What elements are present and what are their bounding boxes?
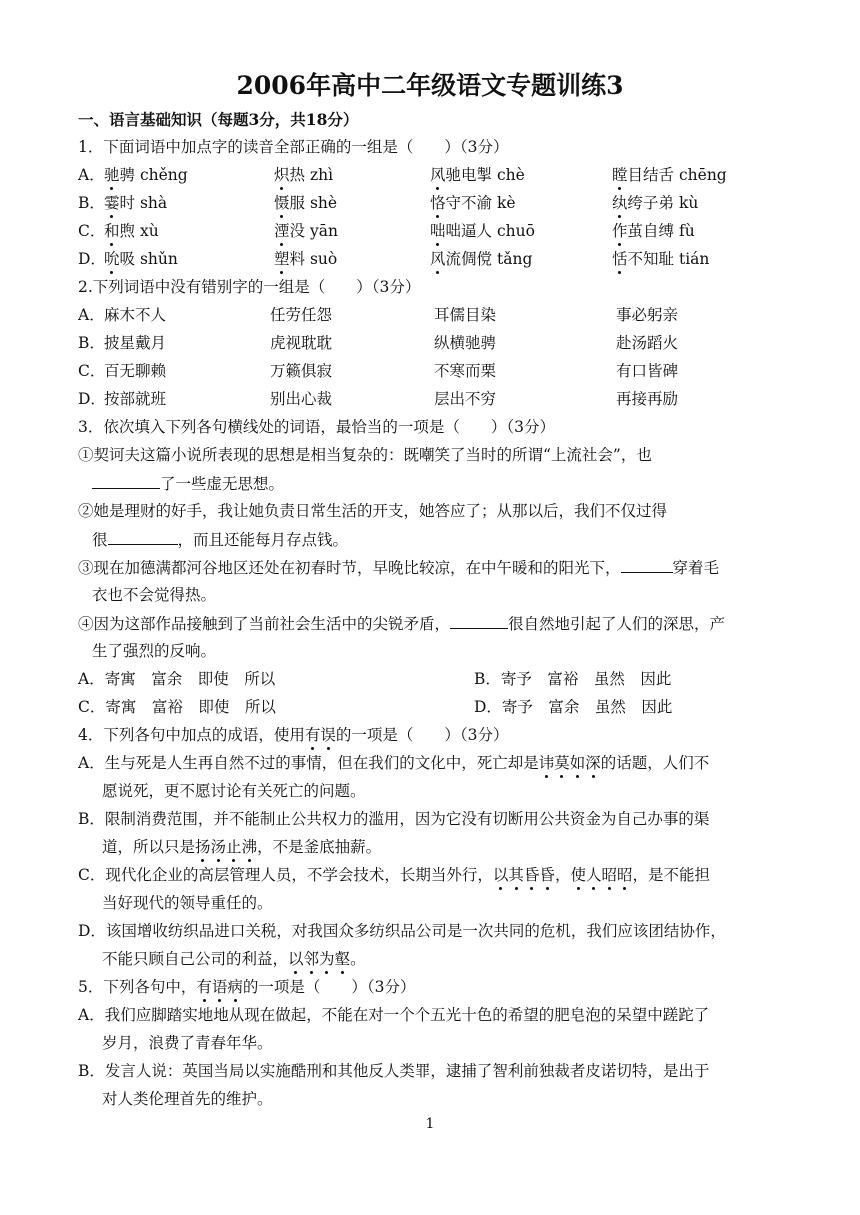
- q4-option-b-cont: 道，所以只是扬汤止沸，不是釜底抽薪。: [102, 838, 382, 856]
- page-number: 1: [425, 1116, 435, 1132]
- q1-word-item: 风驰电掣 chè: [430, 166, 525, 184]
- dotted-idiom: 讳莫如深: [538, 754, 601, 772]
- q3-option-a: A．寄寓 富余 即使 所以: [78, 670, 276, 688]
- q2-word-item: 万籁俱寂: [270, 362, 333, 380]
- q3-sentence-1-cont: 了一些虚无思想。: [92, 472, 284, 495]
- q1-word-item: 慑服 shè: [274, 194, 338, 212]
- q4-option-a-cont: 愿说死，更不愿讨论有关死亡的问题。: [102, 782, 366, 800]
- q1-option-label: C．: [78, 222, 106, 240]
- q5-stem: 5．下列各句中，有语病的一项是（ ）（3分）: [78, 978, 416, 996]
- q3-sentence-2: ②她是理财的好手，我让她负责日常生活的开支，她答应了；从那以后，我们不仅过得: [78, 502, 668, 520]
- q2-word-item: 百无聊赖: [104, 362, 167, 380]
- pinyin: tǎng: [492, 250, 533, 268]
- section-heading: 一、语言基础知识（每题3分，共18分）: [78, 110, 359, 129]
- q4-option-d: D．该国增收纺织品进口关税，对我国众多纺织品公司是一次共同的危机，我们应该团结协作，: [78, 922, 726, 940]
- q1-word-item: 塑料 suò: [274, 250, 338, 268]
- q1-word-item: 作茧自缚 fù: [612, 222, 695, 240]
- dotted-idiom: 扬汤止沸: [195, 838, 258, 856]
- fill-blank: [92, 472, 160, 489]
- q2-word-item: 按部就班: [104, 390, 167, 408]
- q2-word-item: 不寒而栗: [434, 362, 497, 380]
- fill-blank: [108, 528, 178, 545]
- q1-word-item: 和煦 xù: [104, 222, 159, 240]
- q2-word-item: 纵横驰骋: [434, 334, 497, 352]
- page-title: 2006年高中二年级语文专题训练3: [236, 71, 624, 100]
- q4-option-b: B．限制消费范围，并不能制止公共权力的滥用，因为它没有切断用公共资金为自己办事的渠: [78, 810, 710, 828]
- q4-option-d-cont: 不能只顾自己公司的利益，以邻为壑。: [102, 950, 366, 968]
- q1-word-item: 炽热 zhì: [274, 166, 334, 184]
- pinyin: chēng: [674, 166, 727, 184]
- pinyin: chè: [492, 166, 525, 184]
- pinyin: shè: [305, 194, 338, 212]
- pinyin: xù: [135, 222, 159, 240]
- q3-option-d: D．寄予 富余 虽然 因此: [474, 698, 673, 716]
- q1-option-label: B．: [78, 194, 105, 212]
- q3-sentence-4-cont: 生了强烈的反响。: [92, 642, 217, 660]
- q5-option-a-cont: 岁月，浪费了青春年华。: [102, 1034, 273, 1052]
- dotted-text: 有误: [304, 726, 336, 744]
- q3-sentence-3: ③现在加德满都河谷地区还处在初春时节，早晚比较凉，在中午暖和的阳光下， 穿着毛: [78, 556, 719, 579]
- pinyin: chuō: [492, 222, 535, 240]
- fill-blank: [450, 612, 508, 629]
- q5-option-b-cont: 对人类伦理首先的维护。: [102, 1090, 273, 1108]
- q2-word-item: 再接再励: [616, 390, 679, 408]
- q2-word-item: 麻木不人: [104, 306, 167, 324]
- pinyin: fù: [674, 222, 695, 240]
- q2-option-label: C．: [78, 362, 106, 380]
- q3-sentence-4: ④因为这部作品接触到了当前社会生活中的尖锐矛盾， 很自然地引起了人们的深思，产: [78, 612, 725, 635]
- q4-option-c: C．现代化企业的高层管理人员，不学会技术，长期当外行，以其昏昏，使人昭昭，是不能担: [78, 866, 711, 884]
- q2-option-label: D．: [78, 390, 106, 408]
- pinyin: kè: [492, 194, 516, 212]
- q2-word-item: 有口皆碑: [616, 362, 679, 380]
- q1-word-item: 恪守不渝 kè: [430, 194, 516, 212]
- q3-option-c: C．寄寓 富裕 即使 所以: [78, 698, 276, 716]
- pinyin: yān: [305, 222, 338, 240]
- q2-word-item: 披星戴月: [104, 334, 167, 352]
- q2-stem: 2.下列词语中没有错别字的一组是（ ）（3分）: [78, 278, 421, 296]
- q1-word-item: 吮吸 shǔn: [104, 250, 178, 268]
- pinyin: chěng: [135, 166, 188, 184]
- pinyin: shǔn: [135, 250, 178, 268]
- q3-sentence-2-cont: 很 ，而且还能每月存点钱。: [92, 528, 348, 551]
- pinyin: shà: [135, 194, 168, 212]
- q2-word-item: 别出心裁: [270, 390, 333, 408]
- q5-option-a: A．我们应脚踏实地地从现在做起，不能在对一个个五光十色的希望的肥皂泡的呆望中蹉跎了: [78, 1006, 710, 1024]
- q1-option-label: A．: [78, 166, 105, 184]
- q3-sentence-1: ①契诃夫这篇小说所表现的思想是相当复杂的：既嘲笑了当时的所谓“上流社会”，也: [78, 446, 652, 464]
- dotted-idiom: 以其昏昏: [492, 866, 555, 884]
- q1-word-item: 霎时 shà: [104, 194, 168, 212]
- dotted-idiom: 以邻为壑: [288, 950, 351, 968]
- q2-word-item: 任劳任怨: [270, 306, 333, 324]
- q2-word-item: 赴汤蹈火: [616, 334, 679, 352]
- q1-word-item: 风流倜傥 tǎng: [430, 250, 533, 268]
- q1-word-item: 咄咄逼人 chuō: [430, 222, 535, 240]
- q1-word-item: 纨绔子弟 kù: [612, 194, 699, 212]
- q3-option-b: B．寄予 富裕 虽然 因此: [474, 670, 672, 688]
- q1-word-item: 湮没 yān: [274, 222, 338, 240]
- q1-option-label: D．: [78, 250, 106, 268]
- q2-option-label: B．: [78, 334, 105, 352]
- dotted-idiom: 使人昭昭: [570, 866, 633, 884]
- q4-option-a: A．生与死是人生再自然不过的事情，但在我们的文化中，死亡却是讳莫如深的话题，人们不: [78, 754, 710, 772]
- fill-blank: [621, 556, 673, 573]
- q5-option-b: B．发言人说：英国当局以实施酷刑和其他反人类罪，逮捕了智利前独裁者皮诺切特，是出于: [78, 1062, 710, 1080]
- pinyin: tián: [674, 250, 710, 268]
- pinyin: kù: [674, 194, 699, 212]
- q1-word-item: 恬不知耻 tián: [612, 250, 710, 268]
- q1-stem: 1．下面词语中加点字的读音全部正确的一组是（ ）（3分）: [78, 138, 509, 156]
- q4-option-c-cont: 当好现代的领导重任的。: [102, 894, 273, 912]
- q2-word-item: 虎视耽耽: [270, 334, 333, 352]
- q2-word-item: 层出不穷: [434, 390, 497, 408]
- q1-word-item: 瞠目结舌 chēng: [612, 166, 727, 184]
- pinyin: suò: [305, 250, 338, 268]
- q4-stem: 4．下列各句中加点的成语，使用有误的一项是（ ）（3分）: [78, 726, 509, 744]
- pinyin: zhì: [305, 166, 334, 184]
- q2-word-item: 耳儒目染: [434, 306, 497, 324]
- q3-sentence-3-cont: 衣也不会觉得热。: [92, 586, 217, 604]
- q2-option-label: A．: [78, 306, 105, 324]
- q3-stem: 3．依次填入下列各句横线处的词语，最恰当的一项是（ ）（3分）: [78, 418, 555, 436]
- q2-word-item: 事必躬亲: [616, 306, 679, 324]
- dotted-text: 有语病: [196, 978, 243, 996]
- q1-word-item: 驰骋 chěng: [104, 166, 188, 184]
